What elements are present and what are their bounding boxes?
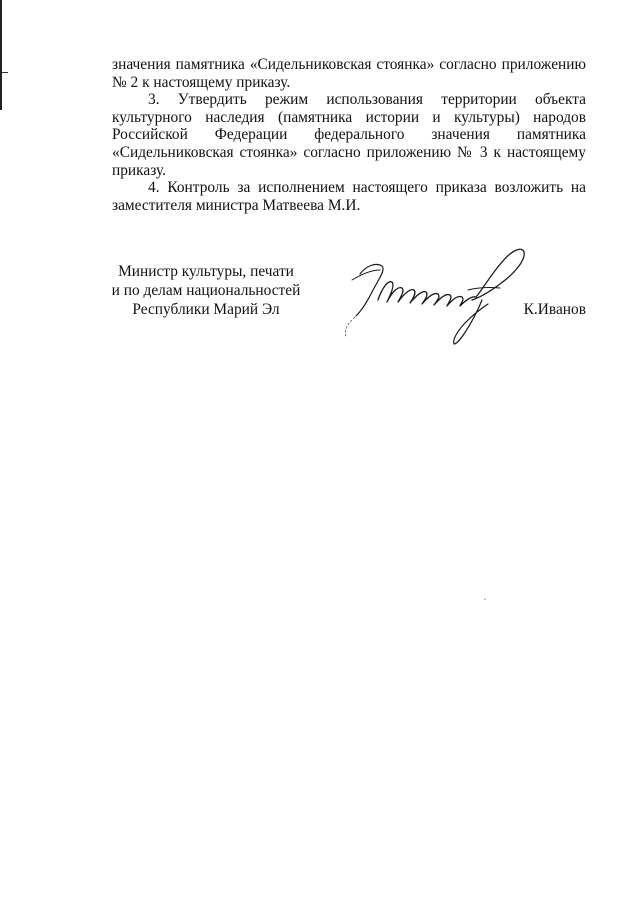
signer-title-line-1: Министр культуры, печати xyxy=(118,263,294,280)
signature-block xyxy=(96,262,586,362)
paragraph-item-4: 4. Контроль за исполнением настоящего приказа возложить на заместителя министра Матвеева М.И. xyxy=(112,179,586,214)
document-body xyxy=(112,56,586,214)
signer-title-line-3: Республики Марий Эл xyxy=(132,301,280,318)
scan-speck xyxy=(484,598,486,600)
paragraph-continuation: значения памятника «Сидельниковская стоянка» согласно приложению № 2 к настоящему приказу. xyxy=(112,56,586,91)
paragraph-item-3: 3. Утвердить режим использования территории объекта культурного наследия (памятника истории и культуры) народов Российской Федерации федерального значения памятника «Сидельниковская стоянка» согласно приложению № 3 к настоящему приказу. xyxy=(112,91,586,179)
scan-edge-mark xyxy=(0,0,2,110)
handwritten-signature xyxy=(332,240,542,352)
scan-edge-tick xyxy=(2,72,8,73)
signer-title-line-2: и по делам национальностей xyxy=(111,282,301,299)
signer-title xyxy=(96,262,316,319)
signer-name: К.Иванов xyxy=(523,301,586,318)
